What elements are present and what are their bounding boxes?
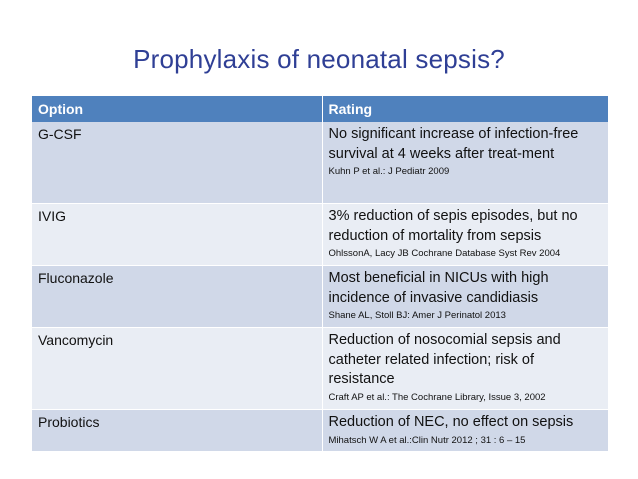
- table-header-row: [32, 96, 608, 122]
- rating-cell: [322, 204, 608, 266]
- table-row: [32, 266, 608, 328]
- rating-cell: [322, 328, 608, 410]
- reference-text: Mihatsch W A et al.:Clin Nutr 2012 ; 31 : 6 – 15: [328, 434, 526, 446]
- rating-text: Reduction of NEC, no effect on sepsis: [328, 414, 574, 430]
- reference-text: Kuhn P et al.: J Pediatr 2009: [328, 166, 450, 177]
- rating-text: 3% reduction of sepis episodes, but no reduction of mortality from sepsis: [328, 208, 578, 244]
- option-cell: Probiotics: [32, 410, 322, 452]
- reference-text: Craft AP et al.: The Cochrane Library, Issue 3, 2002: [328, 391, 546, 403]
- option-cell: Vancomycin: [32, 328, 322, 410]
- rating-text: No significant increase of infection-free survival at 4 weeks after treat-ment: [328, 126, 579, 162]
- rating-cell: [322, 410, 608, 452]
- option-cell: Fluconazole: [32, 266, 322, 328]
- column-header-rating: Rating: [322, 96, 608, 122]
- option-cell: G-CSF: [32, 122, 322, 204]
- rating-text: Reduction of nosocomial sepsis and catheter related infection; risk of resistance: [328, 332, 561, 387]
- prophylaxis-table: [32, 96, 609, 452]
- column-header-option: Option: [32, 96, 322, 122]
- table-row: [32, 328, 608, 410]
- rating-cell: [322, 122, 608, 204]
- table-row: [32, 204, 608, 266]
- reference-text: Shane AL, Stoll BJ: Amer J Perinatol 2013: [328, 310, 506, 321]
- reference-text: OhlssonA, Lacy JB Cochrane Database Syst Rev 2004: [328, 248, 561, 259]
- option-cell: IVIG: [32, 204, 322, 266]
- table-row: [32, 410, 608, 452]
- slide-title: Prophylaxis of neonatal sepsis?: [133, 44, 505, 74]
- table-row: [32, 122, 608, 204]
- rating-text: Most beneficial in NICUs with high incidence of invasive candidiasis: [328, 270, 549, 306]
- rating-cell: [322, 266, 608, 328]
